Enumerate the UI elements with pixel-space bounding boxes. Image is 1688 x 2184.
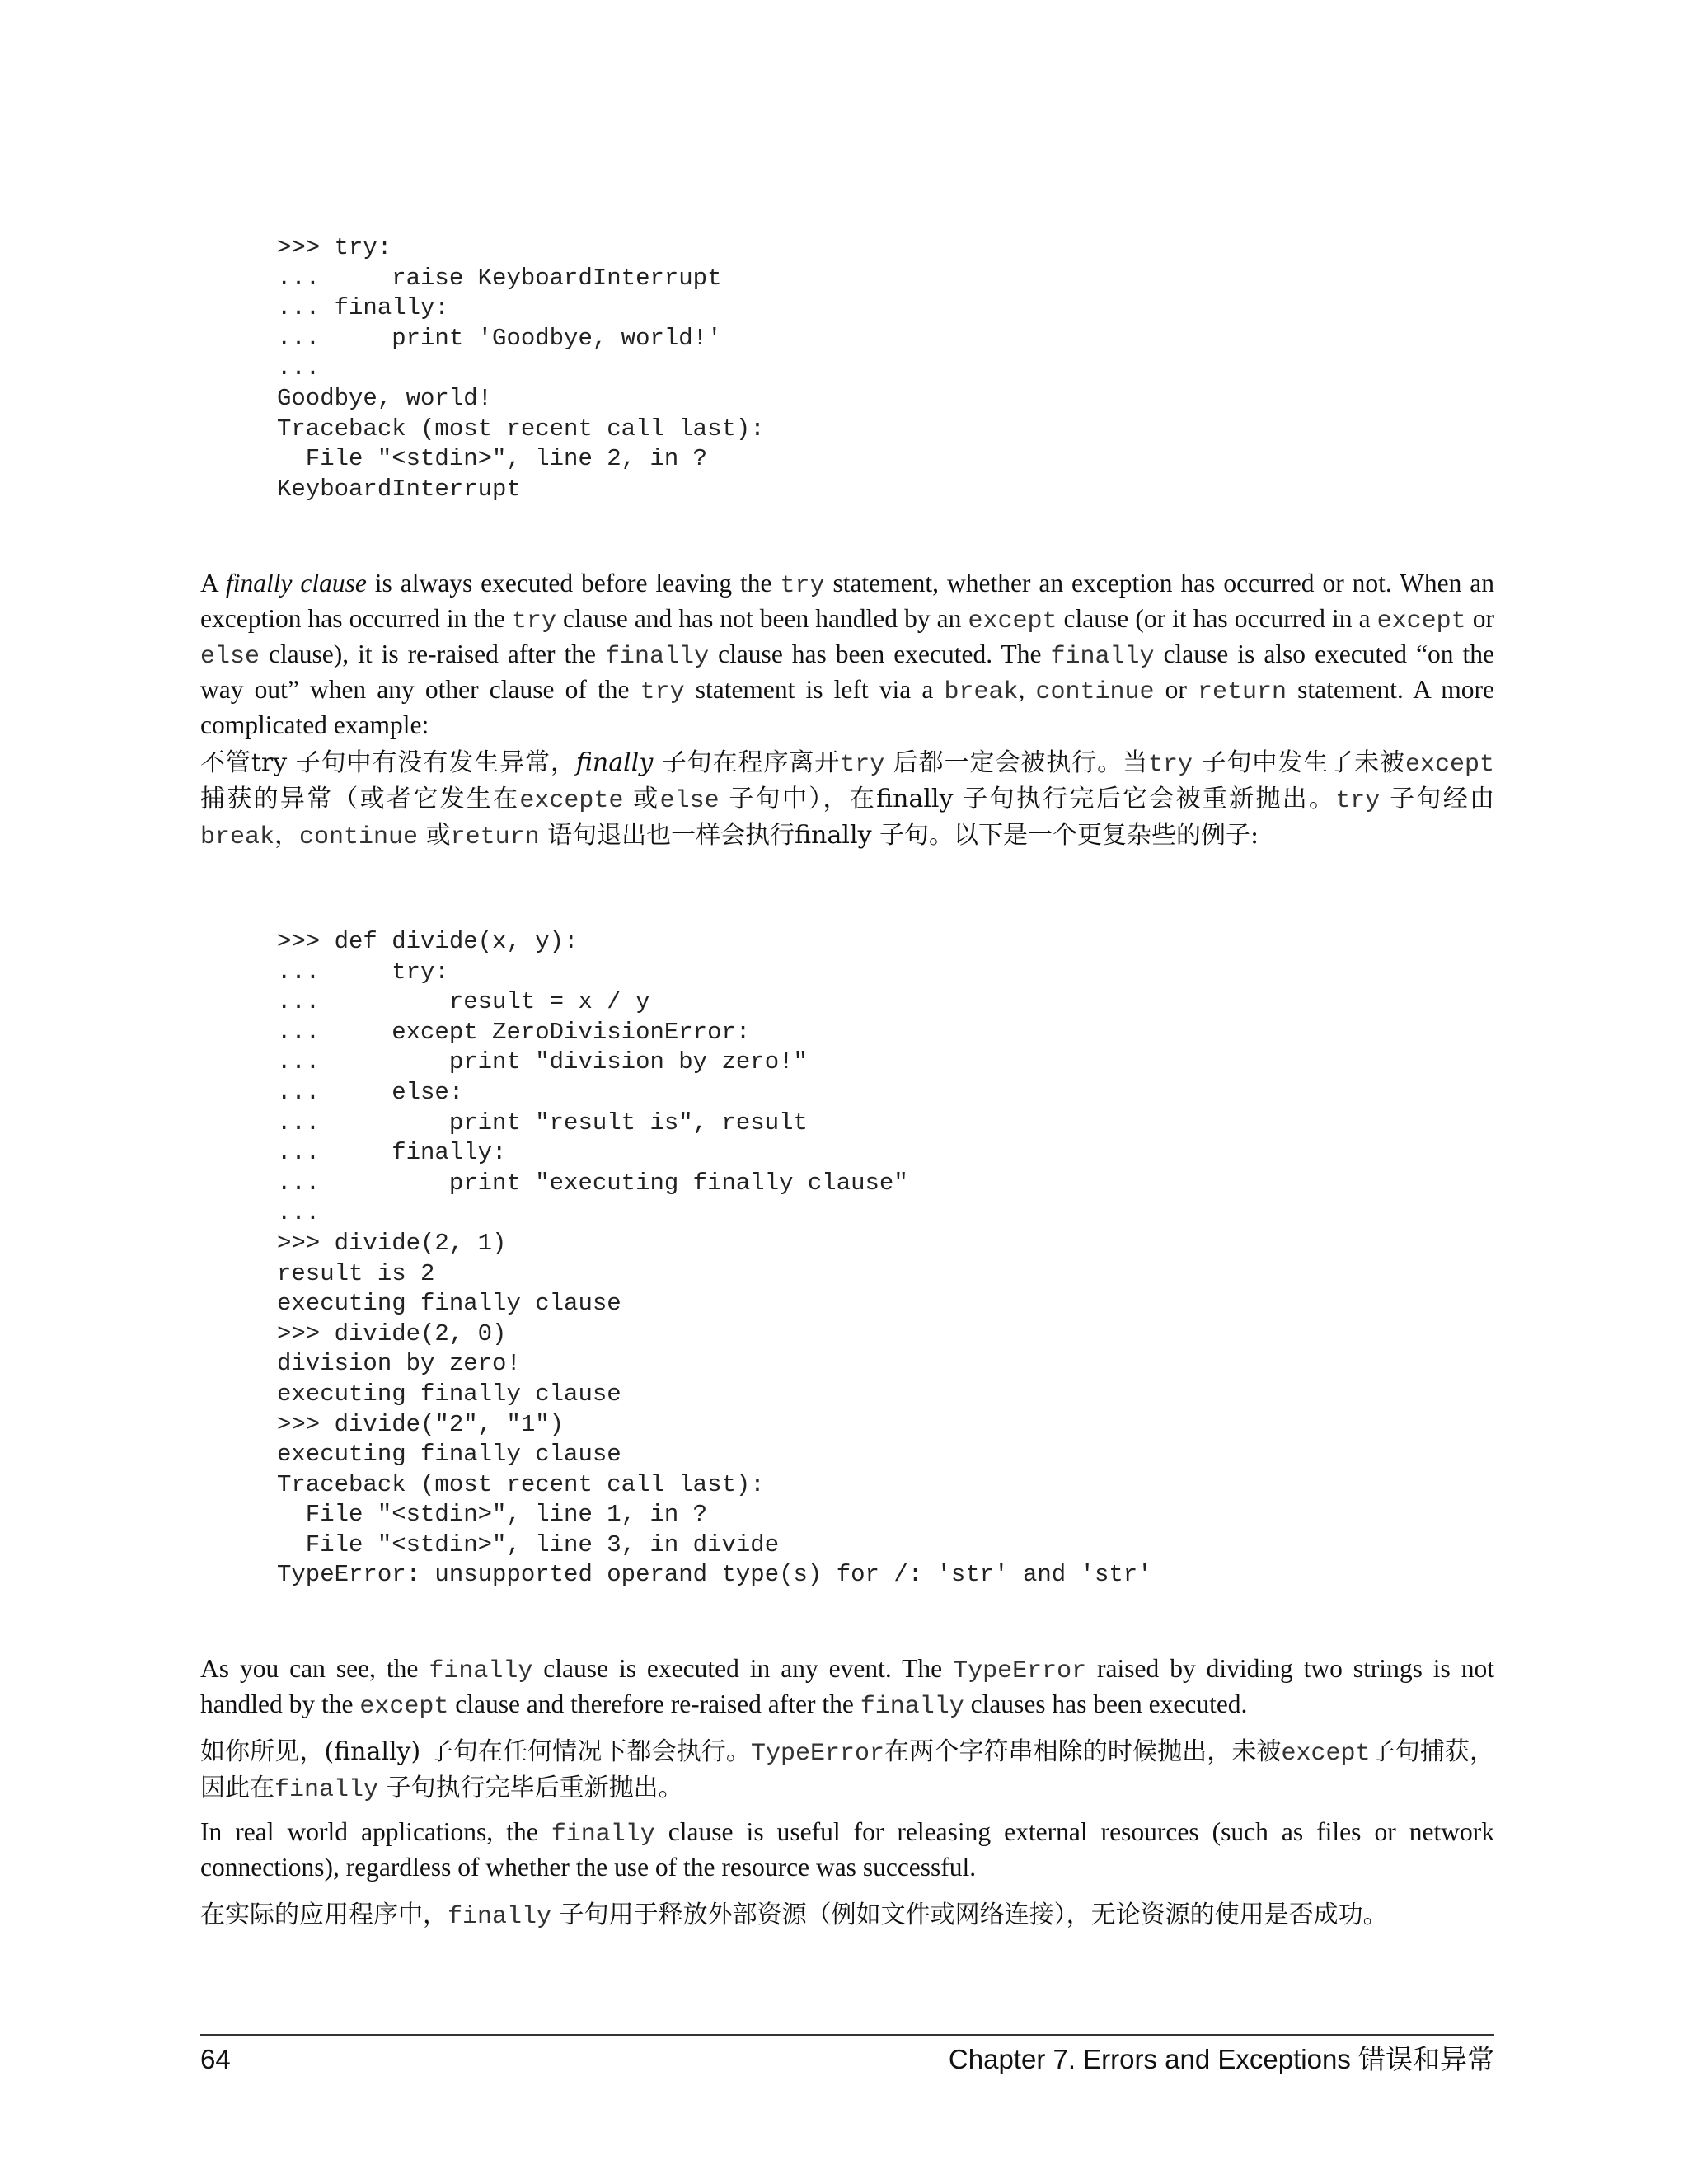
paragraph-finally-explanation-zh: [200, 746, 1494, 855]
text: As you can see, the: [200, 1654, 429, 1683]
text: 不管try 子句中有没有发生异常，: [200, 748, 576, 777]
code-except: except: [1404, 751, 1494, 779]
term-finally-clause: finally clause: [225, 569, 367, 598]
code-excepte: excepte: [519, 787, 624, 815]
text: clause and has not been handled by an: [556, 604, 968, 633]
text: 子句在程序离开: [653, 748, 841, 777]
text: clauses has been executed.: [964, 1690, 1248, 1718]
term-finally: finally: [575, 748, 654, 777]
text: 后都一定会被执行。当: [884, 748, 1149, 777]
text: A: [200, 569, 226, 598]
code-except: except: [1376, 607, 1466, 635]
text: ，: [274, 821, 300, 850]
code-typeerror: TypeError: [750, 1740, 885, 1768]
paragraph-real-world-applications: [200, 1816, 1494, 1884]
paragraph-typeerror-explanation-zh: [200, 1735, 1494, 1807]
text: 子句经由: [1380, 785, 1494, 813]
footer-divider: [200, 2034, 1494, 2036]
code-try: try: [780, 572, 825, 600]
code-typeerror: TypeError: [953, 1657, 1087, 1685]
code-finally: finally: [605, 643, 710, 671]
paragraph-typeerror-explanation: [200, 1652, 1494, 1723]
code-return: return: [450, 823, 540, 851]
text: 语句退出也一样会执行finally 子句。以下是一个更复杂些的例子:: [539, 821, 1259, 850]
code-break: break: [200, 823, 275, 851]
paragraph-finally-explanation: [200, 567, 1494, 742]
code-try: try: [840, 751, 885, 779]
code-try: try: [1148, 751, 1193, 779]
text: 子句捕获，因此在: [200, 1737, 1495, 1802]
code-continue: continue: [299, 823, 419, 851]
text: 子句执行完毕后重新抛出。: [378, 1774, 683, 1802]
code-except: except: [1281, 1740, 1371, 1768]
code-finally: finally: [274, 1776, 379, 1804]
code-break: break: [944, 678, 1019, 706]
code-finally: finally: [860, 1693, 964, 1721]
text: clause (or it has occurred in a: [1057, 604, 1377, 633]
code-continue: continue: [1035, 678, 1155, 706]
text: ,: [1018, 675, 1036, 704]
text: or: [1465, 604, 1494, 633]
page-number: 64: [200, 2044, 231, 2074]
code-try: try: [511, 607, 556, 635]
code-else: else: [659, 787, 720, 815]
text: is always executed before leaving the: [366, 569, 781, 598]
text: clause is executed in any event. The: [532, 1654, 954, 1683]
text: 捕获的异常（或者它发生在: [200, 785, 520, 813]
text: 子句中），在finally 子句执行完后它会被重新抛出。: [719, 785, 1336, 813]
text: 在两个字符串相除的时候抛出，未被: [884, 1737, 1282, 1766]
text: 子句中发生了未被: [1193, 748, 1405, 777]
text: 如你所见，(finally) 子句在任何情况下都会执行。: [200, 1737, 751, 1766]
code-try: try: [640, 678, 685, 706]
text: 或: [623, 785, 660, 813]
code-finally: finally: [551, 1821, 655, 1849]
code-block-try-finally: >>> try: ... raise KeyboardInterrupt ... finally: ... print 'Goodbye, world!' ... Goodbye, world! Traceback (most recent call last): File "<stdin>", line 2, in ? KeyboardInterrupt: [277, 234, 765, 503]
text: clause is also executed “on the way out” when any other clause of the: [200, 640, 1494, 704]
text: statement, whether an exception has occurred or not. When an exception has occurred in the: [200, 569, 1494, 633]
text: clause has been executed. The: [709, 640, 1051, 668]
text: statement is left via a: [684, 675, 945, 704]
text: 或: [418, 821, 451, 850]
text: clause and therefore re-raised after the: [448, 1690, 860, 1718]
code-finally: finally: [448, 1903, 552, 1931]
text: raised by dividing two strings is not handled by the: [200, 1654, 1494, 1718]
text: statement. A more complicated example:: [200, 675, 1494, 739]
code-except: except: [968, 607, 1057, 635]
code-try: try: [1335, 787, 1381, 815]
text: or: [1154, 675, 1198, 704]
text: clause), it is re-raised after the: [260, 640, 606, 668]
code-finally: finally: [1050, 643, 1155, 671]
code-except: except: [359, 1693, 449, 1721]
text: 子句用于释放外部资源（例如文件或网络连接），无论资源的使用是否成功。: [551, 1900, 1388, 1929]
code-else: else: [200, 643, 260, 671]
text: In real world applications, the: [200, 1817, 551, 1846]
chapter-title: Chapter 7. Errors and Exceptions 错误和异常: [948, 2044, 1494, 2074]
code-block-divide-example: >>> def divide(x, y): ... try: ... result = x / y ... except ZeroDivisionError: ... print "division by zero!" ... else: ... print "result is", result ... finally: ... print "executing finally clause" ... >>> divide(2, 1) result is 2 executing finally clause >>> divide(2, 0) division by zero! executing finally clause >>> divide("2", "1") executing finally clause Traceback (most recent call last): File "<stdin>", line 1, in ? File "<stdin>", line 3, in divide TypeError: unsupported operand type(s) for /: 'str' and 'str': [277, 928, 1152, 1589]
text: clause is useful for releasing external resources (such as files or network connections), regardless of whether the use of the resource was successful.: [200, 1817, 1494, 1882]
code-return: return: [1198, 678, 1287, 706]
code-finally: finally: [429, 1657, 533, 1685]
paragraph-real-world-applications-zh: [200, 1898, 1494, 1934]
text: 在实际的应用程序中，: [200, 1900, 448, 1929]
